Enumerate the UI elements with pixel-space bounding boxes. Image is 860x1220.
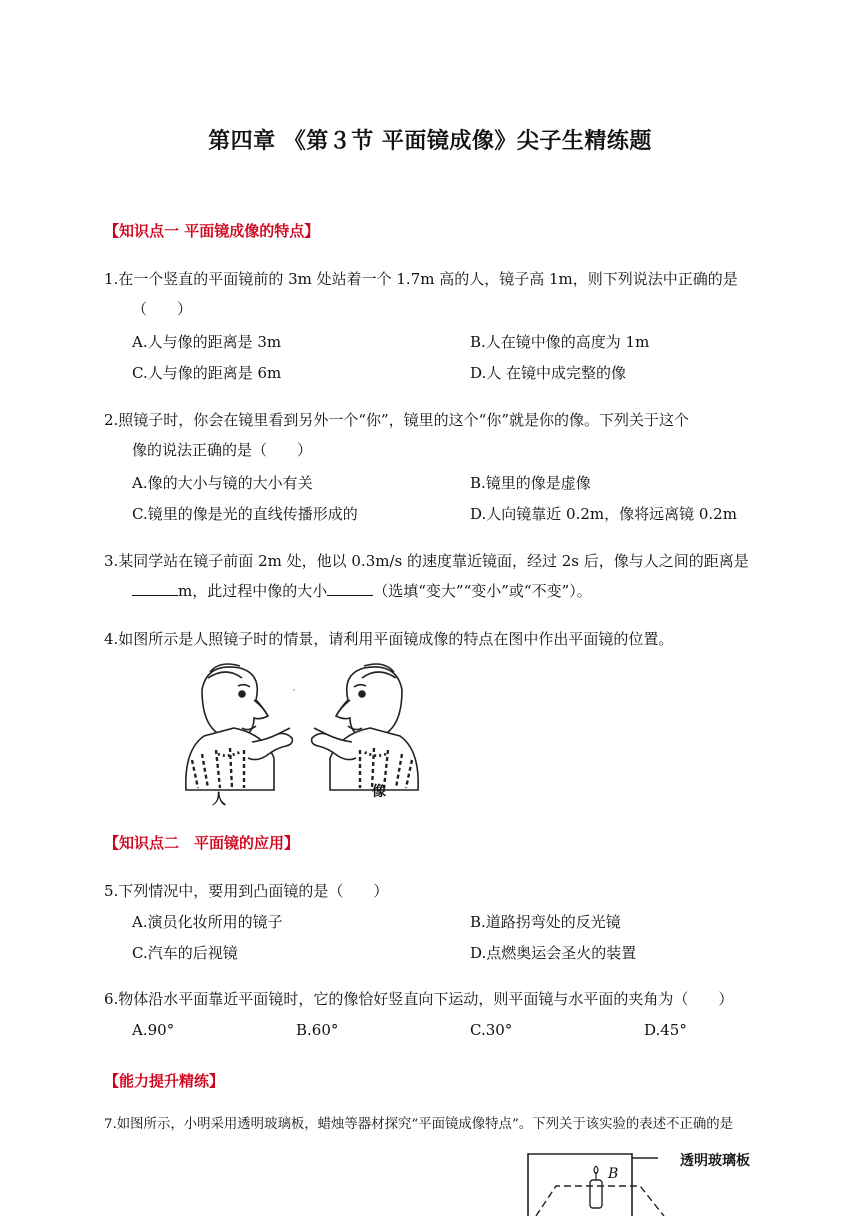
question-3-stem: 3.某同学站在镜子前面 2m 处，他以 0.3m/s 的速度靠近镜面，经过 2s 后，像与人之间的距离是	[104, 552, 749, 570]
question-5	[104, 876, 824, 906]
question-2-option-b[interactable]: B.镜里的像是虚像	[470, 474, 591, 492]
question-1-option-b[interactable]: B.人在镜中像的高度为 1m	[470, 333, 650, 351]
page-title: 第四章 《第３节 平面镜成像》尖子生精练题	[208, 129, 652, 154]
section-heading-1: 【知识点一 平面镜成像的特点】	[104, 222, 320, 240]
question-1-bracket: （ ）	[132, 300, 193, 318]
question-7	[104, 1110, 844, 1140]
question-5-option-d[interactable]: D.点燃奥运会圣火的装置	[470, 944, 637, 962]
question-2-option-a[interactable]: A.像的大小与镜的大小有关	[132, 474, 313, 492]
question-2-option-d[interactable]: D.人向镜靠近 0.2m，像将远离镜 0.2m	[470, 505, 737, 523]
question-6-option-d[interactable]: D.45°	[644, 1021, 687, 1039]
question-5-option-c[interactable]: C.汽车的后视镜	[132, 944, 238, 962]
section-heading-3: 【能力提升精练】	[104, 1072, 225, 1090]
question-6-option-c[interactable]: C.30°	[470, 1021, 513, 1039]
mirror-figure-drawing	[172, 650, 432, 810]
glass-plate-figure	[500, 1146, 800, 1216]
image-label: 像	[372, 784, 386, 800]
question-5-option-b[interactable]: B.道路拐弯处的反光镜	[470, 913, 621, 931]
question-6-option-b[interactable]: B.60°	[296, 1021, 339, 1039]
question-2-stem-cont: 像的说法正确的是（ ）	[132, 441, 313, 459]
question-2	[104, 405, 824, 465]
point-b-label: B	[608, 1166, 619, 1182]
question-3-text-b: （选填“变大”“变小”或“不变”）。	[373, 582, 592, 600]
question-3-text-a: m，此过程中像的大小	[178, 582, 328, 600]
question-6-option-a[interactable]: A.90°	[132, 1021, 175, 1039]
question-1-option-c[interactable]: C.人与像的距离是 6m	[132, 364, 282, 382]
glass-plate-label: 透明玻璃板	[680, 1153, 750, 1169]
question-2-stem: 2.照镜子时，你会在镜里看到另外一个“你”，镜里的这个“你”就是你的像。下列关于这个	[104, 411, 689, 429]
question-1	[104, 264, 824, 324]
answer-blank-1[interactable]	[132, 581, 178, 596]
question-1-stem: 1.在一个竖直的平面镜前的 3m 处站着一个 1.7m 高的人，镜子高 1m，则下列说法中正确的是	[104, 270, 738, 288]
person-drawing	[186, 664, 293, 790]
question-2-option-c[interactable]: C.镜里的像是光的直线传播形成的	[132, 505, 358, 523]
question-5-option-a[interactable]: A.演员化妆所用的镜子	[132, 913, 283, 931]
section-heading-2: 【知识点二 平面镜的应用】	[104, 834, 300, 852]
question-1-option-a[interactable]: A.人与像的距离是 3m	[132, 333, 282, 351]
answer-blank-2[interactable]	[327, 581, 373, 596]
mirror-image-drawing	[312, 664, 419, 790]
glass-plate-drawing	[500, 1146, 800, 1216]
person-label: 人	[212, 792, 226, 808]
question-4-stem: 4.如图所示是人照镜子时的情景，请利用平面镜成像的特点在图中作出平面镜的位置。	[104, 630, 674, 648]
question-1-option-d[interactable]: D.人 在镜中成完整的像	[470, 364, 627, 382]
question-6	[104, 984, 824, 1014]
question-6-stem: 6.物体沿水平面靠近平面镜时，它的像恰好竖直向下运动，则平面镜与水平面的夹角为（ ）	[104, 990, 734, 1008]
mirror-figure	[172, 650, 432, 810]
question-5-stem: 5.下列情况中，要用到凸面镜的是（ ）	[104, 882, 389, 900]
question-3	[104, 546, 824, 606]
question-3-stem-cont	[104, 576, 824, 606]
question-7-stem: 7.如图所示，小明采用透明玻璃板，蜡烛等器材探究“平面镜成像特点”。下列关于该实验的表述不正确的是	[104, 1117, 734, 1132]
